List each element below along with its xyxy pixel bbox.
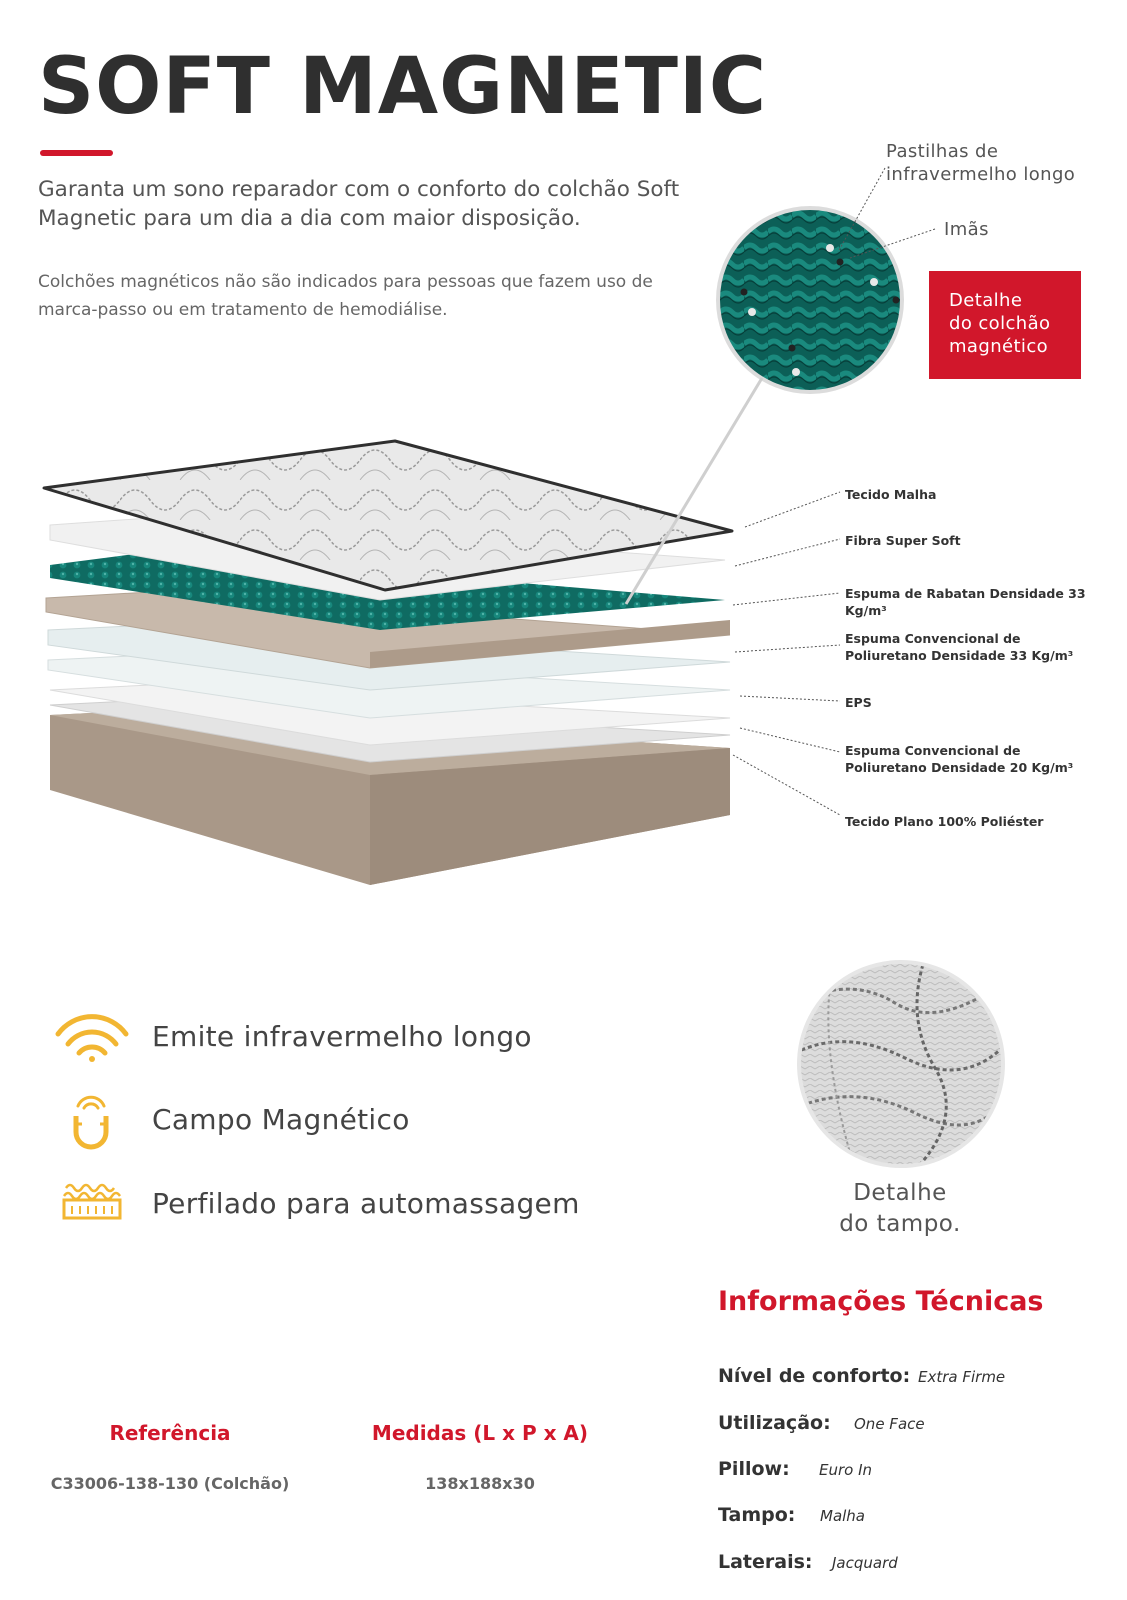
intro-text: Garanta um sono reparador com o conforto do colchão Soft Magnetic para um dia a dia com maior disposição. [38, 177, 680, 231]
detail-box-line1: Detalhe [949, 290, 1023, 311]
layer-label-rabatan [845, 585, 1127, 619]
layer-label-espuma-20 [845, 742, 1073, 776]
spec-key: Pillow: [718, 1458, 790, 1480]
layer-label-line: Espuma Convencional de [845, 631, 1021, 646]
spec-value: Jacquard [832, 1554, 898, 1572]
layer-label-line: Tecido Plano 100% Poliéster [845, 814, 1044, 829]
spec-value: Malha [820, 1507, 865, 1525]
pastilhas-line1: Pastilhas de [886, 141, 999, 162]
reference-value: C33006-138-130 (Colchão) [50, 1474, 290, 1493]
layer-label-line: Poliuretano Densidade 20 Kg/m³ [845, 760, 1074, 775]
feature-infravermelho: Emite infravermelho longo [152, 1020, 532, 1053]
spec-key: Nível de conforto: [718, 1365, 911, 1387]
layer-label-line: EPS [845, 695, 872, 710]
layer-label-eps [845, 694, 872, 711]
detail-box-line3: magnético [949, 336, 1049, 357]
layer-label-line: Tecido Malha [845, 487, 937, 502]
reference-header: Referência [109, 1421, 231, 1445]
spec-row-pillow [718, 1458, 873, 1480]
tampo-caption-line1: Detalhe [853, 1180, 947, 1206]
layer-label-line: Espuma Convencional de [845, 743, 1021, 758]
spec-value: Euro In [819, 1461, 873, 1479]
spec-value: One Face [854, 1415, 925, 1433]
spec-row-utilizacao [718, 1412, 925, 1434]
layer-label-line: Espuma de Rabatan Densidade 33 Kg/m³ [845, 586, 1086, 618]
page-title: SOFT MAGNETIC [38, 42, 768, 132]
foam-profile-icon [60, 1178, 124, 1222]
layer-label-espuma-33 [845, 630, 1073, 664]
spec-value: Extra Firme [918, 1368, 1006, 1386]
feature-campo-magnetico: Campo Magnético [152, 1103, 410, 1136]
tampo-caption [800, 1178, 1000, 1240]
detail-box-line2: do colchão [949, 313, 1051, 334]
feature-perfilado: Perfilado para automassagem [152, 1187, 580, 1220]
spec-row-laterais [718, 1551, 898, 1573]
detail-box [929, 271, 1081, 379]
tech-info-title: Informações Técnicas [718, 1286, 1044, 1317]
imas-callout: Imãs [944, 219, 989, 240]
wifi-signal-icon [52, 1012, 132, 1062]
spec-key: Tampo: [718, 1504, 796, 1526]
dimensions-header: Medidas (L x P x A) [371, 1421, 589, 1445]
spec-key: Utilização: [718, 1412, 831, 1434]
pastilhas-callout [886, 140, 1075, 186]
spec-key: Laterais: [718, 1551, 813, 1573]
layer-label-tecido-malha [845, 486, 936, 503]
layer-label-tecido-plano [845, 813, 1043, 830]
layer-label-fibra [845, 532, 961, 549]
spec-row-tampo [718, 1504, 865, 1526]
dimensions-value: 138x188x30 [425, 1474, 535, 1493]
magnet-icon [68, 1088, 114, 1150]
layer-label-line: Fibra Super Soft [845, 533, 961, 548]
spec-row-conforto [718, 1365, 1006, 1387]
tampo-caption-line2: do tampo. [839, 1211, 961, 1237]
pastilhas-line2: infravermelho longo [886, 164, 1076, 185]
tampo-detail-image [795, 958, 1007, 1170]
warning-text: Colchões magnéticos não são indicados para pessoas que fazem uso de marca-passo ou em tratamento de hemodiálise. [38, 272, 653, 320]
layer-label-line: Poliuretano Densidade 33 Kg/m³ [845, 648, 1074, 663]
